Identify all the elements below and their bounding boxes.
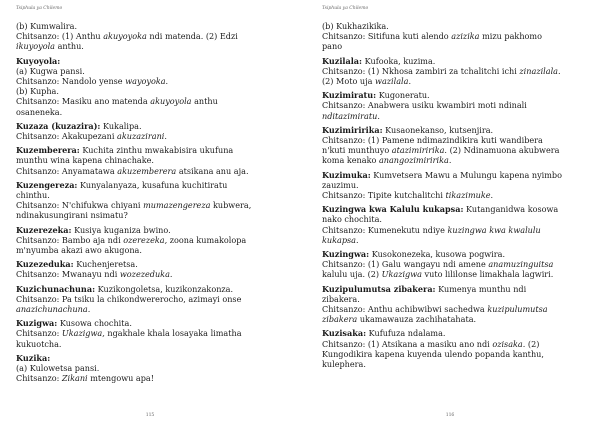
entry-line bbox=[322, 90, 578, 100]
entry-line bbox=[322, 204, 578, 214]
entry-text: Chitsanzo: Sitifuna kuti alendo bbox=[322, 31, 452, 42]
dictionary-entry bbox=[322, 90, 578, 121]
entry-text: Chitsanzo: Nandolo yense bbox=[16, 76, 126, 87]
entry-text: kubwera, bbox=[210, 200, 252, 211]
entry-text: Chitsanzo: Anthu achibwibwi sachedwa bbox=[322, 304, 488, 315]
entry-line bbox=[16, 107, 284, 117]
headword: Kuzezeduka: bbox=[16, 259, 74, 270]
entry-text: Chitsanzo: Bambo aja ndi bbox=[16, 234, 124, 245]
entry-line bbox=[16, 41, 284, 51]
entry-text: Chitsanzo: Kumenekutu ndiye bbox=[322, 224, 448, 235]
entry-line bbox=[16, 339, 284, 349]
entry-text: Chitsanzo: Pa tsiku la chikondwererocho, azimayi onse bbox=[16, 293, 242, 304]
entry-text: Kutanganidwa kosowa bbox=[463, 204, 559, 215]
entry-text: Kukalipa. bbox=[100, 120, 142, 131]
entry-text: (a) Kugwa pansi. bbox=[16, 65, 85, 76]
entry-line bbox=[16, 284, 284, 294]
entry-text: Kusokonezeka, kusowa pogwira. bbox=[369, 249, 506, 260]
entry-text: chinthu. bbox=[16, 190, 50, 201]
example-word: ozisaka. bbox=[492, 338, 526, 349]
example-word: wozezeduka. bbox=[119, 269, 173, 280]
entry-line bbox=[16, 269, 284, 279]
dictionary-entries bbox=[16, 21, 284, 384]
entry-text: Chitsanzo: (1) Anthu bbox=[16, 31, 104, 42]
example-word: anamuzinguitsa bbox=[488, 259, 554, 270]
entry-text: (b) Kumwalira. bbox=[16, 21, 78, 31]
entry-line bbox=[322, 145, 578, 155]
dictionary-entry bbox=[16, 21, 284, 52]
dictionary-entry bbox=[16, 56, 284, 117]
entry-text: ndinakusungirani nsimatu? bbox=[16, 210, 128, 221]
entry-line bbox=[322, 225, 578, 235]
example-word: tikazimuke. bbox=[445, 190, 494, 201]
entry-text: Chitsanzo: Masiku ano matenda bbox=[16, 96, 151, 107]
page-number: 116 bbox=[445, 413, 455, 418]
headword: Kuzaza (kuzazira): bbox=[16, 120, 101, 131]
example-word: wazilala. bbox=[375, 76, 412, 87]
entry-text: Kusowa chochita. bbox=[57, 318, 132, 329]
example-word: kukapsa. bbox=[322, 234, 359, 245]
dictionary-entries bbox=[322, 21, 578, 369]
example-word: Ukazigwa bbox=[381, 269, 422, 280]
entry-text: Kufooka, kuzima. bbox=[362, 55, 436, 66]
entry-text: mtengowu apa! bbox=[87, 373, 154, 384]
entry-text: Kungodikira kapena kuyenda ulendo popanda kanthu, bbox=[322, 348, 544, 359]
entry-text: Chitsanzo: bbox=[16, 373, 62, 384]
entry-line bbox=[322, 100, 578, 110]
entry-line bbox=[16, 294, 284, 304]
entry-line bbox=[322, 135, 578, 145]
headword: Kuzipulumutsa zibakera: bbox=[322, 283, 436, 294]
entry-text: Chitsanzo: N'chifukwa chiyani bbox=[16, 200, 144, 211]
entry-text: mizu pakhomo bbox=[479, 31, 542, 42]
example-word: atazimiririka. bbox=[391, 145, 448, 156]
dictionary-entry bbox=[322, 249, 578, 280]
entry-line bbox=[16, 225, 284, 235]
dictionary-entry bbox=[322, 125, 578, 166]
example-word: ozerezeka, bbox=[123, 234, 168, 245]
example-word: zibakera bbox=[322, 314, 358, 325]
entry-line bbox=[322, 304, 578, 314]
entry-line bbox=[322, 111, 578, 121]
example-word: Zikani bbox=[61, 373, 88, 384]
headword: Kuzilala: bbox=[322, 55, 363, 66]
example-word: zinazilala. bbox=[519, 65, 561, 76]
dictionary-entry bbox=[16, 225, 284, 256]
entry-text: Chitsanzo: Mwanayu ndi bbox=[16, 269, 120, 280]
entry-text: koma kenako bbox=[322, 155, 379, 166]
entry-text: Kugoneratu. bbox=[376, 90, 430, 101]
entry-text: Chitsanzo: Tipite kutchalitchi bbox=[322, 190, 446, 201]
headword: Kuzengereza: bbox=[16, 179, 78, 190]
entry-line bbox=[322, 66, 578, 76]
entry-text: zoona kumakolopa bbox=[167, 234, 247, 245]
entry-line bbox=[322, 21, 578, 31]
entry-text: kulephera. bbox=[322, 359, 366, 370]
entry-line bbox=[16, 210, 284, 220]
entry-text: Kuchita zinthu mwakabisira ukufuna bbox=[79, 145, 234, 156]
headword: Kuzimuka: bbox=[322, 169, 371, 180]
entry-line bbox=[322, 31, 578, 41]
entry-line bbox=[322, 328, 578, 338]
right-page bbox=[300, 0, 600, 424]
dictionary-entry bbox=[16, 259, 284, 279]
headword: Kuzimiratu: bbox=[322, 90, 377, 101]
entry-text: zibakera. bbox=[322, 293, 360, 304]
entry-line bbox=[16, 180, 284, 190]
entry-line bbox=[16, 31, 284, 41]
entry-line bbox=[16, 200, 284, 210]
entry-line bbox=[16, 56, 284, 66]
entry-text: m'nyumba akazi awo akugona. bbox=[16, 245, 142, 256]
entry-line bbox=[16, 304, 284, 314]
headword: Kuzisaka: bbox=[322, 328, 367, 339]
entry-line bbox=[322, 190, 578, 200]
entry-text: kalulu uja. (2) bbox=[322, 269, 382, 280]
entry-line bbox=[322, 76, 578, 86]
entry-text: atsikana anu aja. bbox=[176, 165, 249, 176]
entry-line bbox=[16, 245, 284, 255]
entry-line bbox=[16, 121, 284, 131]
entry-line bbox=[322, 56, 578, 66]
entry-text: Kufufuza ndalama. bbox=[366, 328, 446, 339]
dictionary-entry bbox=[322, 204, 578, 245]
dictionary-entry bbox=[322, 284, 578, 325]
headword: Kuyoyola: bbox=[16, 55, 61, 66]
entry-line bbox=[16, 96, 284, 106]
entry-text: osaneneka. bbox=[16, 106, 63, 117]
headword: Kuzingwa kwa Kalulu kukapsa: bbox=[322, 204, 464, 215]
entry-line bbox=[16, 318, 284, 328]
entry-text: kukuotcha. bbox=[16, 338, 62, 349]
entry-line bbox=[322, 339, 578, 349]
example-word: akuyoyoka bbox=[103, 31, 147, 42]
entry-text: Kumvetsera Mawu a Mulungu kapena nyimbo bbox=[370, 169, 562, 180]
dictionary-entry bbox=[16, 353, 284, 384]
example-word: akuzazirani. bbox=[117, 131, 167, 142]
entry-text: (a) Kulowetsa pansi. bbox=[16, 363, 100, 374]
entry-line bbox=[322, 314, 578, 324]
entry-text: Kunyalanyaza, kusafuna kuchitiratu bbox=[77, 179, 228, 190]
entry-line bbox=[322, 155, 578, 165]
entry-text: ndi matenda. (2) Edzi bbox=[146, 31, 238, 42]
example-word: mumazengereza bbox=[143, 200, 211, 211]
example-word: kuzingwa kwa kwalulu bbox=[447, 224, 541, 235]
entry-text: Chitsanzo: (1) Atsikana a masiku ano ndi bbox=[322, 338, 493, 349]
headword: Kuzingwa: bbox=[322, 249, 370, 260]
entry-text: (b) Kukhazikika. bbox=[322, 21, 389, 31]
entry-line bbox=[322, 284, 578, 294]
entry-text: anthu bbox=[191, 96, 218, 107]
entry-text: Chitsanzo: Akakupezani bbox=[16, 131, 118, 142]
entry-line bbox=[322, 294, 578, 304]
entry-text: Chitsanzo: (1) Galu wangayu ndi amene bbox=[322, 259, 489, 270]
entry-text: Kuzikongoletsa, kuzikonzakonza. bbox=[95, 283, 234, 294]
entry-line bbox=[322, 180, 578, 190]
entry-line bbox=[322, 249, 578, 259]
dictionary-entry bbox=[322, 328, 578, 369]
example-word: anazichunachuna. bbox=[16, 304, 91, 315]
entry-text: Chitsanzo: Anyamatawa bbox=[16, 165, 118, 176]
entry-line bbox=[16, 190, 284, 200]
entry-text: anthu. bbox=[55, 41, 84, 52]
example-word: Ukazigwa, bbox=[61, 328, 105, 339]
entry-text: Kusaonekanso, kutsenjira. bbox=[382, 124, 494, 135]
entry-text: vuto lililonse limakhala lagwiri. bbox=[421, 269, 554, 280]
entry-text: n'kuti munthuyo bbox=[322, 145, 392, 156]
entry-text: (2) bbox=[525, 338, 540, 349]
entry-line bbox=[16, 363, 284, 373]
entry-text: pano bbox=[322, 41, 343, 52]
example-word: anangozimiririka. bbox=[378, 155, 452, 166]
entry-line bbox=[16, 76, 284, 86]
entry-text: Kumenya munthu ndi bbox=[435, 283, 527, 294]
entry-line bbox=[322, 125, 578, 135]
entry-text: (b) Kupha. bbox=[16, 86, 59, 97]
entry-line bbox=[16, 21, 284, 31]
entry-line bbox=[16, 235, 284, 245]
entry-text: (2) Moto uja bbox=[322, 76, 376, 87]
dictionary-entry bbox=[16, 121, 284, 141]
headword: Kuzigwa: bbox=[16, 318, 58, 329]
entry-line bbox=[322, 170, 578, 180]
entry-line bbox=[16, 328, 284, 338]
dictionary-entry bbox=[322, 170, 578, 201]
entry-line bbox=[16, 155, 284, 165]
entry-text: nako chochita. bbox=[322, 214, 382, 225]
entry-text: Chitsanzo: (1) Nkhosa zambiri za tchalitchi ichi bbox=[322, 65, 520, 76]
entry-line bbox=[16, 259, 284, 269]
example-word: akuyoyola bbox=[150, 96, 192, 107]
dictionary-entry bbox=[16, 318, 284, 349]
entry-line bbox=[322, 41, 578, 51]
running-header: Tsiphula ya Chilemo bbox=[322, 6, 369, 11]
headword: Kuzichunachuna: bbox=[16, 283, 96, 294]
entry-text: Kusiya kuganiza bwino. bbox=[71, 224, 171, 235]
entry-line bbox=[322, 214, 578, 224]
entry-line bbox=[16, 66, 284, 76]
entry-text: Chitsanzo: (1) Pamene ndimazindikira kuti wandibera bbox=[322, 135, 543, 146]
dictionary-entry bbox=[322, 56, 578, 87]
entry-line bbox=[16, 353, 284, 363]
entry-line bbox=[322, 359, 578, 369]
entry-text: Chitsanzo: bbox=[16, 328, 62, 339]
entry-text: (2) Ndinamuona akubwera bbox=[447, 145, 560, 156]
page-number: 115 bbox=[145, 413, 155, 418]
entry-line bbox=[16, 373, 284, 383]
entry-line bbox=[322, 349, 578, 359]
entry-line bbox=[16, 145, 284, 155]
dictionary-entry bbox=[16, 284, 284, 315]
dictionary-entry bbox=[322, 21, 578, 52]
entry-line bbox=[322, 259, 578, 269]
headword: Kuzemberera: bbox=[16, 145, 80, 156]
dictionary-entry bbox=[16, 180, 284, 221]
example-word: kuzipulumutsa bbox=[487, 304, 548, 315]
headword: Kuzimiririka: bbox=[322, 124, 383, 135]
example-word: azizika bbox=[451, 31, 480, 42]
headword: Kuzerezeka: bbox=[16, 224, 72, 235]
example-word: ikuyoyola bbox=[16, 41, 56, 52]
example-word: wayoyoka. bbox=[125, 76, 169, 87]
example-word: akuzemberera bbox=[117, 165, 177, 176]
entry-text: ukamawauza zachihatahata. bbox=[357, 314, 477, 325]
running-header: Tsiphula ya Chilemo bbox=[16, 6, 63, 11]
headword: Kuzika: bbox=[16, 352, 51, 363]
entry-text: ngakhale khala losayaka limatha bbox=[104, 328, 242, 339]
entry-text: Kuchenjeretsa. bbox=[73, 259, 138, 270]
entry-text: zauzimu. bbox=[322, 179, 359, 190]
dictionary-entry bbox=[16, 145, 284, 176]
entry-line bbox=[16, 166, 284, 176]
entry-line bbox=[16, 131, 284, 141]
entry-line bbox=[16, 86, 284, 96]
entry-text: Chitsanzo: Anabwera usiku kwambiri moti ndinali bbox=[322, 100, 527, 111]
entry-line bbox=[322, 235, 578, 245]
entry-line bbox=[322, 269, 578, 279]
entry-text: munthu wina kapena chinachake. bbox=[16, 155, 155, 166]
example-word: nditazimiratu. bbox=[322, 110, 380, 121]
